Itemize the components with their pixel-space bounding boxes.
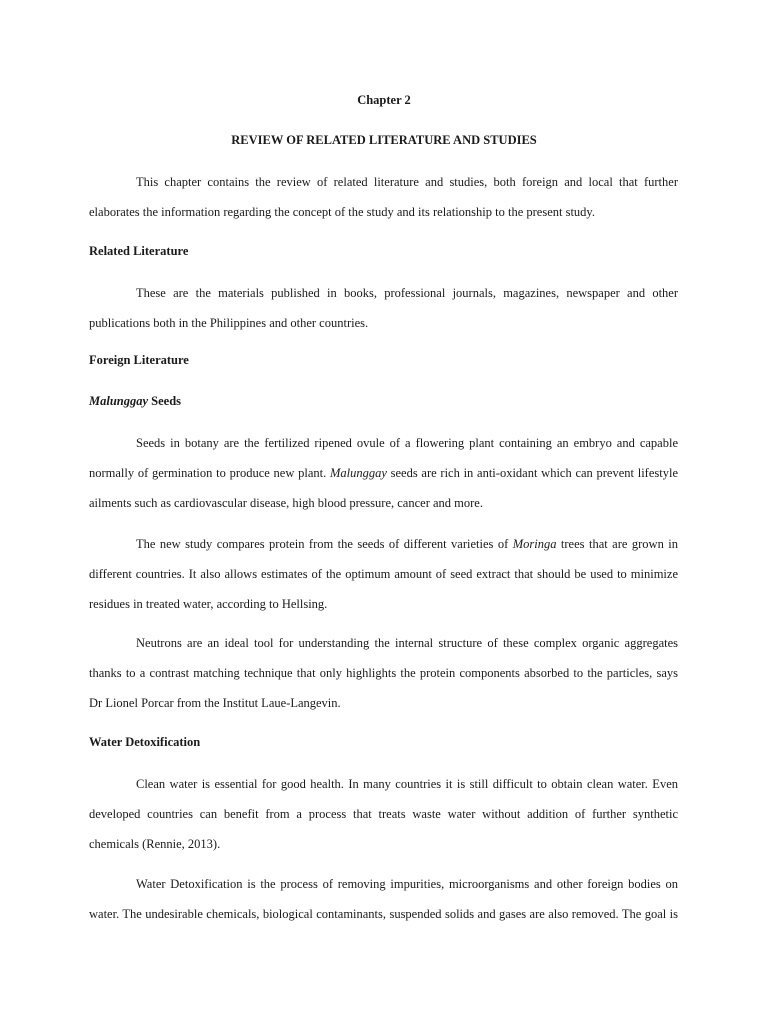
related-literature-paragraph [89, 284, 678, 344]
text-line: Dr Lionel Porcar from the Institut Laue-Langevin. [89, 696, 341, 710]
text-line: This chapter contains the review of related literature and studies, both foreign and local that further [136, 175, 678, 189]
text-line: Water Detoxification is the process of removing impurities, microorganisms and other foreign bodies on [136, 877, 678, 891]
text-line: different countries. It also allows estimates of the optimum amount of seed extract that should be used to minimize [89, 567, 678, 581]
malunggay-paragraph-2 [89, 535, 678, 625]
text-line: water. The undesirable chemicals, biological contaminants, suspended solids and gases are also removed. The goal is [89, 907, 678, 921]
text-line: These are the materials published in books, professional journals, magazines, newspaper and other [136, 286, 678, 300]
water-detox-paragraph-1 [89, 775, 678, 865]
text-line: chemicals (Rennie, 2013). [89, 837, 221, 851]
text-span: seeds are rich in anti-oxidant which can prevent lifestyle [386, 466, 678, 480]
heading-italic: Malunggay [89, 394, 149, 408]
section-heading-related-literature: Related Literature [89, 244, 189, 258]
subsection-heading-malunggay-seeds [89, 394, 181, 409]
italic-term: Moringa [512, 537, 557, 551]
text-line: ailments such as cardiovascular disease, high blood pressure, cancer and more. [89, 496, 483, 510]
text-line: Clean water is essential for good health. In many countries it is still difficult to obtain clean water. Even [136, 777, 678, 791]
intro-paragraph [89, 173, 678, 233]
text-span: trees that are grown in [556, 537, 678, 551]
text-line: residues in treated water, according to Hellsing. [89, 597, 328, 611]
malunggay-paragraph-3 [89, 634, 678, 724]
text-line: thanks to a contrast matching technique that only highlights the protein components absorbed to the particles, says [89, 666, 678, 680]
section-heading-water-detoxification: Water Detoxification [89, 735, 201, 749]
water-detox-paragraph-2 [89, 875, 678, 935]
italic-term: Malunggay [329, 466, 387, 480]
text-line: Neutrons are an ideal tool for understanding the internal structure of these complex organic aggregates [136, 636, 678, 650]
text-span: The new study compares protein from the seeds of different varieties of [136, 537, 513, 551]
chapter-title: REVIEW OF RELATED LITERATURE AND STUDIES [231, 133, 537, 147]
text-line [89, 535, 678, 565]
text-line: developed countries can benefit from a process that treats waste water without addition of further synthetic [89, 807, 678, 821]
text-line: Seeds in botany are the fertilized ripened ovule of a flowering plant containing an embryo and capable [136, 436, 678, 450]
malunggay-paragraph-1 [89, 434, 678, 524]
text-span: normally of germination to produce new plant. [89, 466, 330, 480]
text-line: elaborates the information regarding the concept of the study and its relationship to the present study. [89, 205, 595, 219]
text-line [89, 464, 678, 494]
heading-rest: Seeds [148, 394, 182, 408]
chapter-label: Chapter 2 [357, 93, 411, 107]
text-line: publications both in the Philippines and other countries. [89, 316, 369, 330]
section-heading-foreign-literature: Foreign Literature [89, 353, 189, 367]
